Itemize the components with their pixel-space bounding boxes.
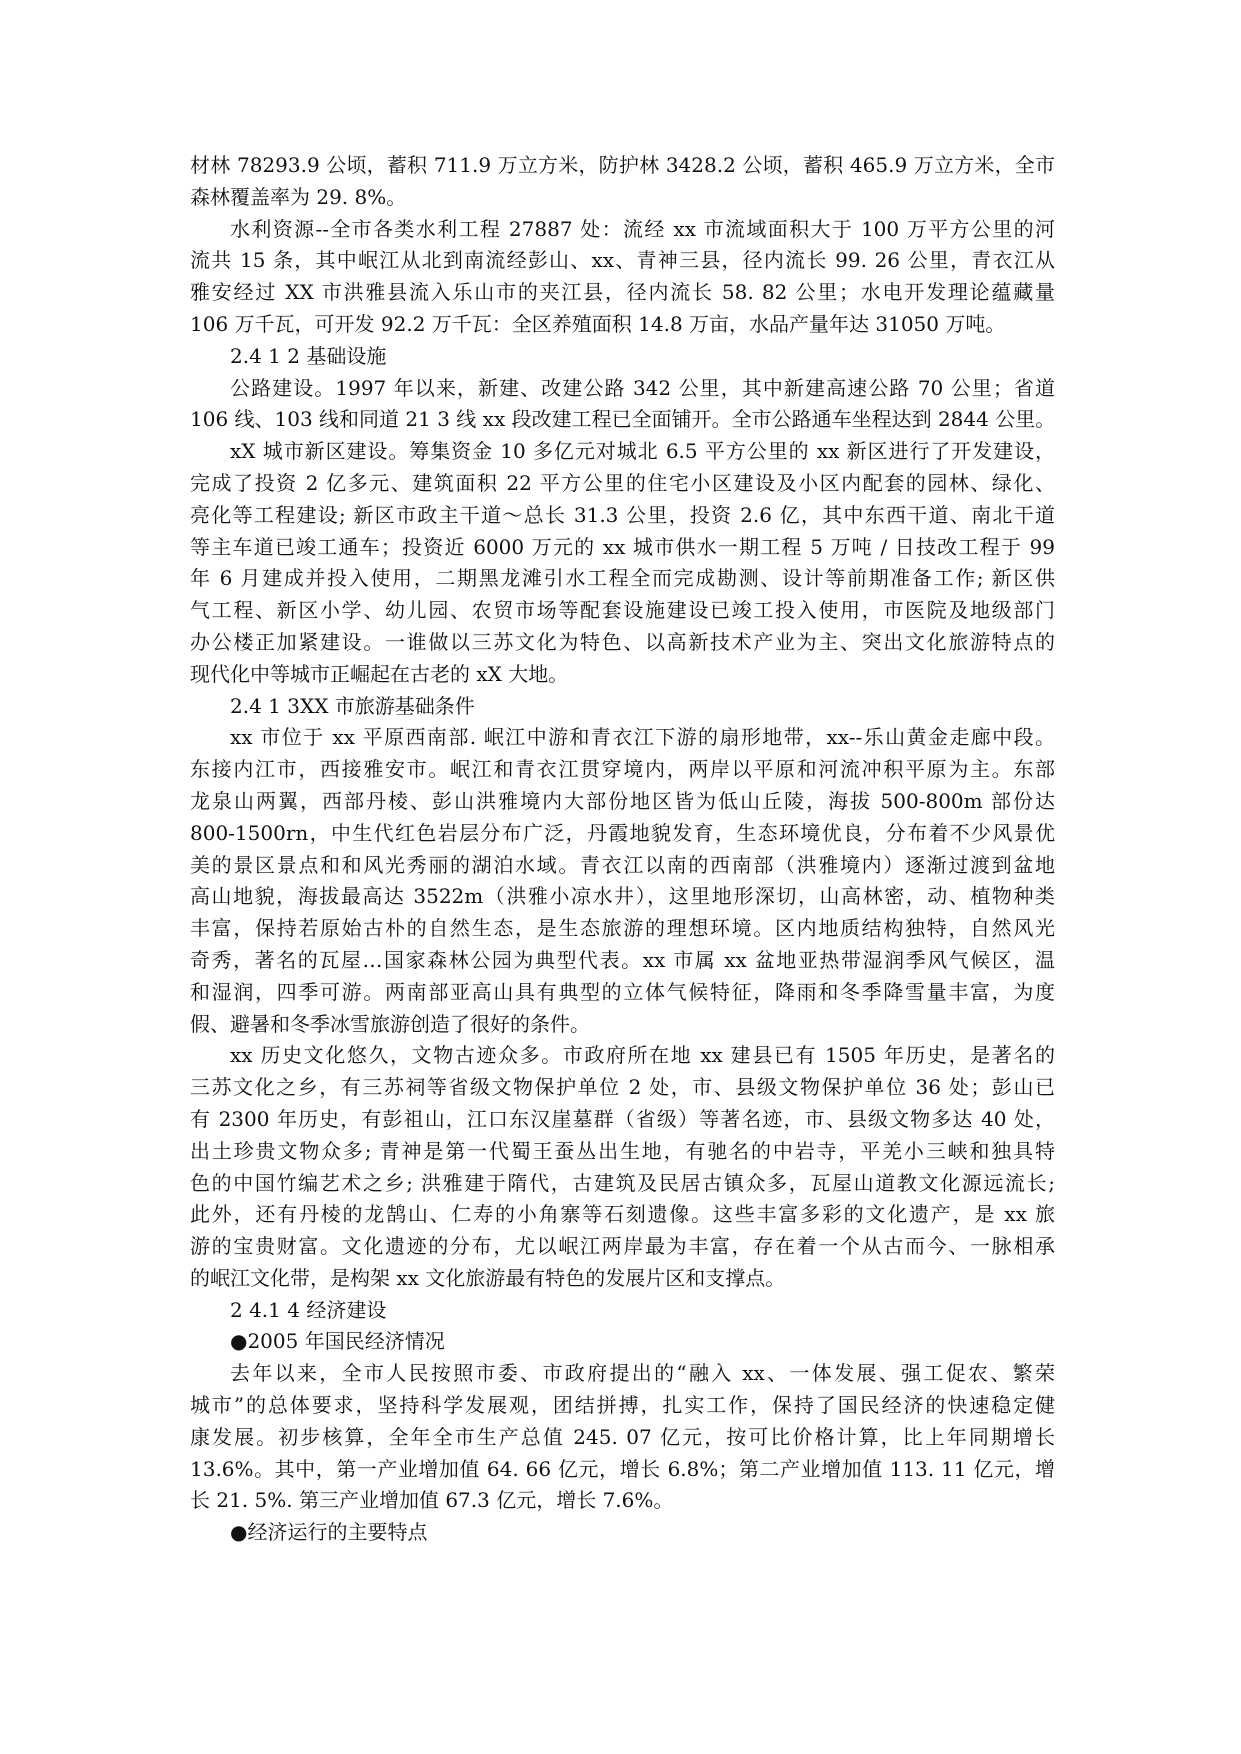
text-line: 完成了投资 2 亿多元、建筑面积 22 平方公里的住宅小区建设及小区内配套的园林、绿化、 — [190, 470, 1055, 495]
paragraph-bullet-2005 — [190, 1326, 1055, 1358]
text-line: 长 21. 5%. 第三产业增加值 67.3 亿元，增长 7.6%。 — [190, 1488, 674, 1513]
text-line: 有 2300 年历史，有彭祖山，江口东汉崖墓群（省级）等著名迹，市、县级文物多达 40 处， — [190, 1106, 1055, 1131]
text-line: xx 历史文化悠久，文物古迹众多。市政府所在地 xx 建县已有 1505 年历史，是著名的 — [230, 1043, 1055, 1068]
section-heading: 2.4 1 3XX 市旅游基础条件 — [230, 693, 475, 718]
paragraph-newdistrict — [190, 436, 1055, 690]
text-line: 材林 78293.9 公顷，蓄积 711.9 万立方米，防护林 3428.2 公顷，蓄积 465.9 万立方米，全市 — [190, 153, 1055, 177]
text-line: 三苏文化之乡，有三苏祠等省级文物保护单位 2 处，市、县级文物保护单位 36 处；彭山已 — [190, 1075, 1055, 1100]
text-line: 水利资源--全市各类水利工程 27887 处：流经 xx 市流域面积大于 100 万平方公里的河 — [230, 216, 1055, 241]
text-line: 城市”的总体要求，坚持科学发展观，团结拼搏，扎实工作，保持了国民经济的快速稳定健 — [190, 1393, 1055, 1418]
paragraph-roads — [190, 373, 1055, 437]
paragraph-water — [190, 214, 1055, 341]
text-line: 和湿润，四季可游。两南部亚高山具有典型的立体气候特征，降雨和冬季降雪量丰富，为度 — [190, 979, 1055, 1004]
text-line: 高山地貌，海拔最高达 3522m（洪雅小凉水井），这里地形深切，山高林密，动、植物种类 — [190, 884, 1055, 909]
paragraph-heading-2413 — [190, 691, 1055, 723]
paragraph-heading-2412 — [190, 341, 1055, 373]
text-line: 公路建设。1997 年以来，新建、改建公路 342 公里，其中新建高速公路 70 公里；省道 — [230, 375, 1055, 400]
text-line: 亮化等工程建设; 新区市政主干道～总长 31.3 公里，投资 2.6 亿，其中东西干道、南北干道 — [190, 502, 1055, 527]
text-line: 森林覆盖率为 29. 8%。 — [190, 184, 407, 209]
text-line: 106 线、103 线和同道 21 3 线 xx 段改建工程已全面铺开。全市公路通车坐程达到 2844 公里。 — [190, 407, 1055, 432]
text-line: 游的宝贵财富。文化遗迹的分布，尤以岷江两岸最为丰富，存在着一个从古而今、一脉相承 — [190, 1234, 1055, 1259]
section-heading: ●2005 年国民经济情况 — [230, 1329, 445, 1354]
text-line: xX 城市新区建设。筹集资金 10 多亿元对城北 6.5 平方公里的 xx 新区进行了开发建设， — [230, 439, 1055, 464]
text-line: 的岷江文化带，是构架 xx 文化旅游最有特色的发展片区和支撑点。 — [190, 1265, 786, 1290]
text-line: 年 6 月建成并投入使用，二期黑龙滩引水工程全而完成勘测、设计等前期准备工作; 新区供 — [190, 566, 1055, 591]
text-line: 美的景区景点和和风光秀丽的湖泊水域。青衣江以南的西南部（洪雅境内）逐渐过渡到盆地 — [190, 852, 1055, 877]
text-line: 气工程、新区小学、幼儿园、农贸市场等配套设施建设已竣工投入使用，市医院及地级部门 — [190, 598, 1055, 623]
paragraph-economy — [190, 1358, 1055, 1517]
text-line: 现代化中等城市正崛起在古老的 xX 大地。 — [190, 661, 569, 686]
paragraph-bullet-features — [190, 1517, 1055, 1549]
text-line: 等主车道已竣工通车；投资近 6000 万元的 xx 城市供水一期工程 5 万吨 / 日技改工程于 99 — [190, 534, 1055, 559]
section-heading: 2 4.1 4 经济建设 — [230, 1297, 387, 1322]
text-line: 13.6%。其中，第一产业增加值 64. 66 亿元，增长 6.8%；第二产业增加值 113. 11 亿元，增 — [190, 1456, 1055, 1481]
text-line: 丰富，保持若原始古朴的自然生态，是生态旅游的理想环境。区内地质结构独特，自然风光 — [190, 916, 1055, 941]
text-line: 此外，还有丹棱的龙鹄山、仁寿的小角寨等石刻遗像。这些丰富多彩的文化遗产，是 xx 旅 — [190, 1202, 1055, 1227]
paragraph-heading-2414 — [190, 1295, 1055, 1327]
section-heading: ●经济运行的主要特点 — [230, 1520, 428, 1545]
paragraph-culture — [190, 1040, 1055, 1294]
text-line: 奇秀，著名的瓦屋…国家森林公园为典型代表。xx 市属 xx 盆地亚热带湿润季风气候区，温 — [190, 947, 1055, 972]
text-line: 康发展。初步核算，全年全市生产总值 245. 07 亿元，按可比价格计算，比上年同期增长 — [190, 1424, 1055, 1449]
text-line: 雅安经过 XX 市洪雅县流入乐山市的夹江县，径内流长 58. 82 公里；水电开发理论蕴藏量 — [190, 280, 1055, 305]
text-line: 色的中国竹编艺术之乡; 洪雅建于隋代，古建筑及民居古镇众多，瓦屋山道教文化源远流长; — [190, 1170, 1055, 1195]
text-line: 龙泉山两翼，西部丹棱、彭山洪雅境内大部份地区皆为低山丘陵，海拔 500-800m 部份达 — [190, 788, 1055, 813]
text-line: 出土珍贵文物众多; 青神是第一代蜀王蚕丛出生地，有驰名的中岩寺，平羌小三峡和独具特 — [190, 1138, 1055, 1163]
text-line: 东接内江市，西接雅安市。岷江和青衣江贯穿境内，两岸以平原和河流冲积平原为主。东部 — [190, 757, 1055, 782]
paragraph-forest — [190, 150, 1055, 214]
text-line: xx 市位于 xx 平原西南部. 岷江中游和青衣江下游的扇形地带，xx--乐山黄金走廊中段。 — [230, 725, 1055, 750]
text-line: 去年以来，全市人民按照市委、市政府提出的“融入 xx、一体发展、强工促农、繁荣 — [230, 1361, 1055, 1386]
text-line: 800-1500rn，中生代红色岩层分布广泛，丹霞地貌发育，生态环境优良，分布着不少风景优 — [190, 820, 1055, 845]
paragraph-geography — [190, 722, 1055, 1040]
text-line: 106 万千瓦，可开发 92.2 万千瓦：全区养殖面积 14.8 万亩，水品产量年达 31050 万吨。 — [190, 311, 1006, 336]
text-line: 办公楼正加紧建设。一谁做以三苏文化为特色、以高新技术产业为主、突出文化旅游特点的 — [190, 629, 1055, 654]
text-line: 流共 15 条，其中岷江从北到南流经彭山、xx、青神三县，径内流长 99. 26 公里，青衣江从 — [190, 248, 1055, 273]
section-heading: 2.4 1 2 基础设施 — [230, 343, 387, 368]
text-line: 假、避暑和冬季冰雪旅游创造了很好的条件。 — [190, 1011, 590, 1036]
